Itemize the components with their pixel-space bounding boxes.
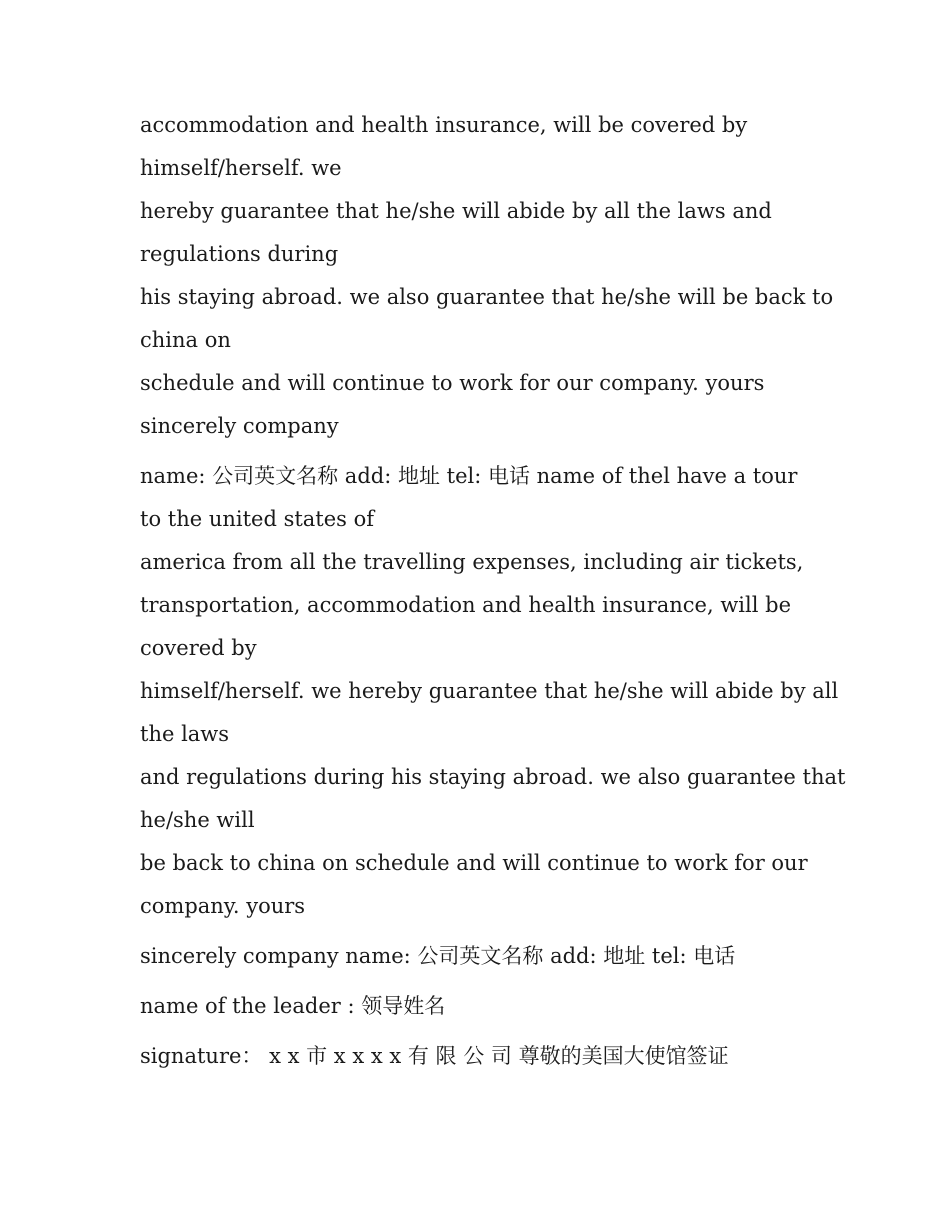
text-line: the laws: [140, 722, 230, 746]
document-body: [140, 104, 846, 1078]
signature-line: signature： x x 市 x x x x 有 限 公 司 尊敬的美国大使馆签证: [140, 1044, 729, 1068]
text-line: his staying abroad. we also guarantee that he/she will be back to: [140, 285, 834, 309]
text-line: schedule and will continue to work for our company. yours: [140, 371, 765, 395]
text-line: covered by: [140, 636, 257, 660]
text-line: sincerely company name: 公司英文名称 add: 地址 tel: 电话: [140, 944, 736, 968]
text-line: regulations during: [140, 242, 339, 266]
text-line: accommodation and health insurance, will be covered by: [140, 113, 748, 137]
text-line: name: 公司英文名称 add: 地址 tel: 电话 name of thel have a tour: [140, 464, 798, 488]
text-line: to the united states of: [140, 507, 375, 531]
text-line: america from all the travelling expenses, including air tickets,: [140, 550, 804, 574]
text-line: transportation, accommodation and health insurance, will be: [140, 593, 791, 617]
text-line: he/she will: [140, 808, 255, 832]
text-line: name of the leader : 领导姓名: [140, 994, 446, 1018]
text-line: china on: [140, 328, 231, 352]
text-line: and regulations during his staying abroad. we also guarantee that: [140, 765, 846, 789]
text-line: himself/herself. we: [140, 156, 342, 180]
text-line: sincerely company: [140, 414, 339, 438]
text-line: be back to china on schedule and will continue to work for our: [140, 851, 808, 875]
text-line: himself/herself. we hereby guarantee that he/she will abide by all: [140, 679, 839, 703]
text-line: company. yours: [140, 894, 306, 918]
text-line: hereby guarantee that he/she will abide by all the laws and: [140, 199, 772, 223]
